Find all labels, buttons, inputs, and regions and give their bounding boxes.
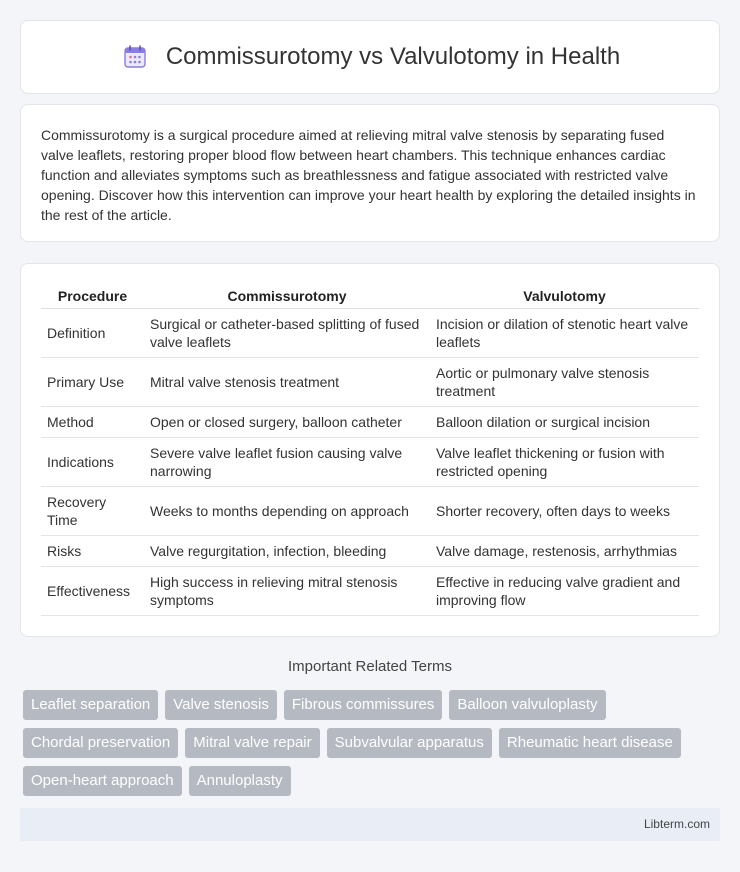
- table-cell: Surgical or catheter-based splitting of fused valve leaflets: [144, 309, 430, 358]
- table-row: [41, 407, 699, 438]
- table-cell: Weeks to months depending on approach: [144, 487, 430, 536]
- footer-link[interactable]: Libterm.com: [643, 817, 710, 831]
- table-cell: Mitral valve stenosis treatment: [144, 358, 430, 407]
- related-term-tag[interactable]: Annuloplasty: [189, 766, 291, 796]
- table-cell: Open or closed surgery, balloon catheter: [144, 407, 430, 438]
- footer: [20, 808, 720, 841]
- calendar-icon: [120, 42, 150, 72]
- table-row: [41, 309, 699, 358]
- header-card: [20, 20, 720, 94]
- comparison-table: [41, 284, 699, 616]
- related-term-tag[interactable]: Valve stenosis: [165, 690, 277, 720]
- row-label: Risks: [41, 536, 144, 567]
- row-label: Definition: [41, 309, 144, 358]
- related-term-tag[interactable]: Chordal preservation: [23, 728, 178, 758]
- intro-card: [20, 104, 720, 242]
- table-row: [41, 487, 699, 536]
- table-cell: Effective in reducing valve gradient and improving flow: [430, 567, 699, 616]
- related-term-tag[interactable]: Subvalvular apparatus: [327, 728, 492, 758]
- table-cell: High success in relieving mitral stenosis symptoms: [144, 567, 430, 616]
- table-row: [41, 567, 699, 616]
- related-term-tag[interactable]: Open-heart approach: [23, 766, 182, 796]
- row-label: Method: [41, 407, 144, 438]
- table-cell: Valve regurgitation, infection, bleeding: [144, 536, 430, 567]
- table-cell: Aortic or pulmonary valve stenosis treatment: [430, 358, 699, 407]
- related-term-tag[interactable]: Rheumatic heart disease: [499, 728, 681, 758]
- column-header: Commissurotomy: [144, 284, 430, 309]
- table-row: [41, 536, 699, 567]
- related-terms-title: Important Related Terms: [288, 658, 452, 675]
- table-row: [41, 438, 699, 487]
- related-term-tag[interactable]: Fibrous commissures: [284, 690, 443, 720]
- table-cell: Shorter recovery, often days to weeks: [430, 487, 699, 536]
- table-cell: Balloon dilation or surgical incision: [430, 407, 699, 438]
- row-label: Primary Use: [41, 358, 144, 407]
- intro-paragraph: Commissurotomy is a surgical procedure aimed at relieving mitral valve stenosis by separating fused valve leaflets, restoring proper blood flow between heart chambers. This technique enhances cardiac function and alleviates symptoms such as breathlessness and fatigue associated with restricted valve opening. Discover how this intervention can improve your heart health by exploring the detailed insights in the rest of the article.: [41, 127, 696, 223]
- row-label: Indications: [41, 438, 144, 487]
- related-term-tag[interactable]: Balloon valvuloplasty: [449, 690, 605, 720]
- related-term-tag[interactable]: Mitral valve repair: [185, 728, 319, 758]
- table-cell: Severe valve leaflet fusion causing valve narrowing: [144, 438, 430, 487]
- table-cell: Valve damage, restenosis, arrhythmias: [430, 536, 699, 567]
- related-term-tag[interactable]: Leaflet separation: [23, 690, 158, 720]
- column-header: Valvulotomy: [430, 284, 699, 309]
- table-cell: Incision or dilation of stenotic heart valve leaflets: [430, 309, 699, 358]
- table-cell: Valve leaflet thickening or fusion with restricted opening: [430, 438, 699, 487]
- comparison-card: [20, 263, 720, 637]
- table-row: [41, 358, 699, 407]
- page-title: Commissurotomy vs Valvulotomy in Health: [165, 43, 621, 70]
- related-terms-list: [23, 690, 723, 796]
- column-header: Procedure: [41, 284, 144, 309]
- row-label: Effectiveness: [41, 567, 144, 616]
- table-header-row: [41, 284, 699, 309]
- row-label: Recovery Time: [41, 487, 144, 536]
